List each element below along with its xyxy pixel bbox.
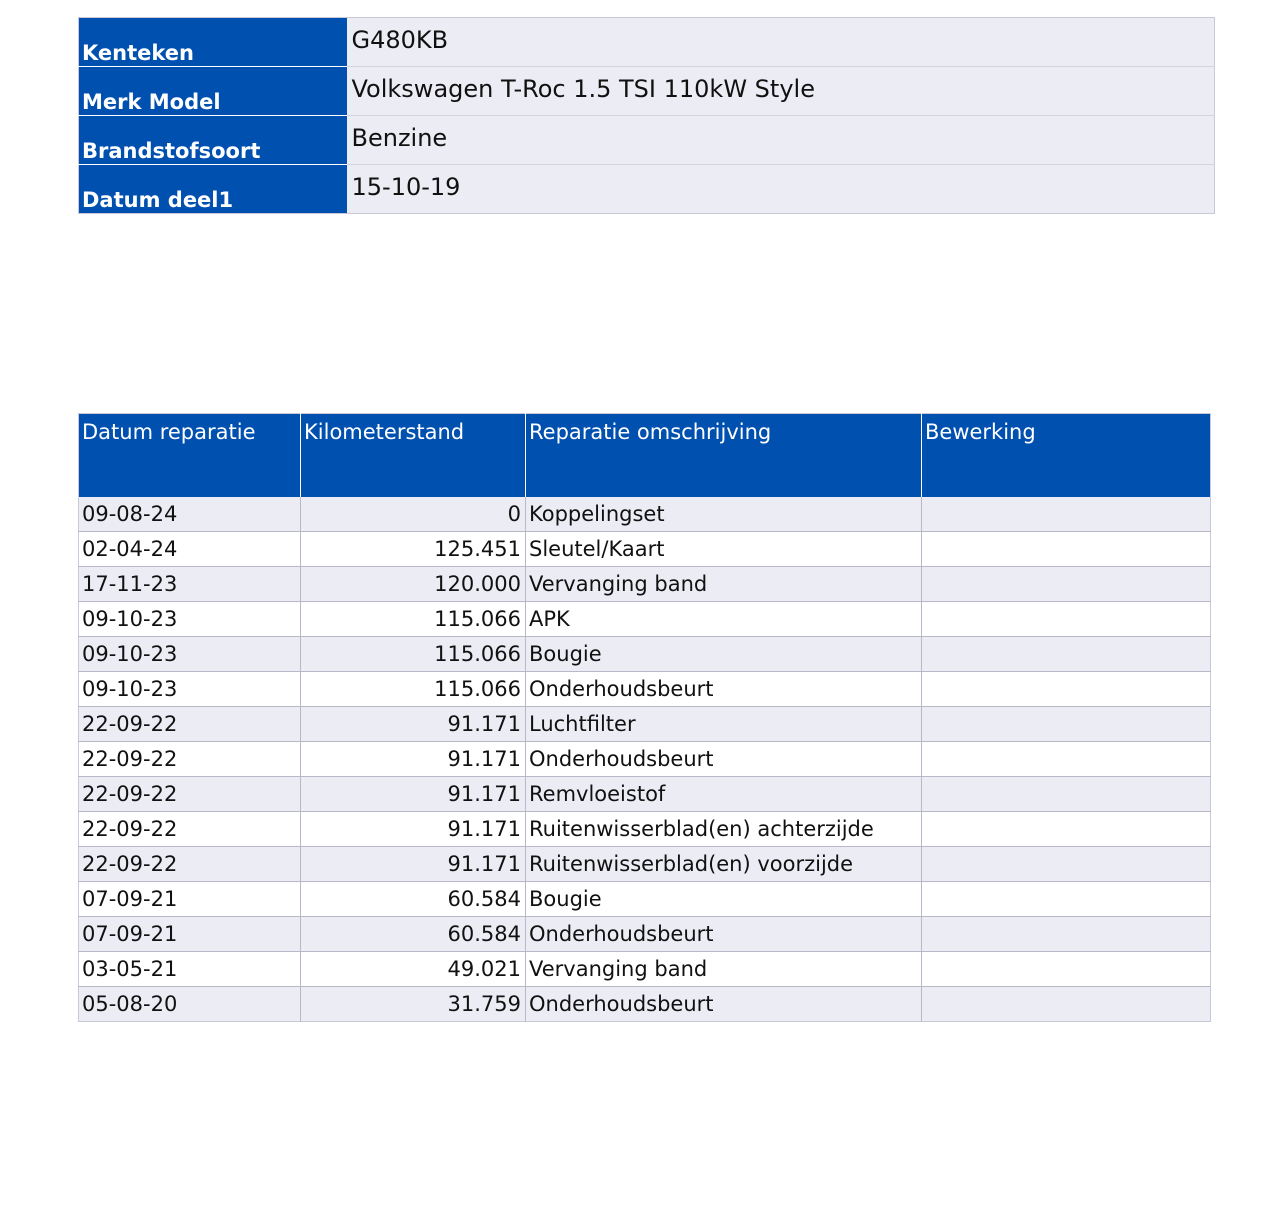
repair-description-cell: Ruitenwisserblad(en) voorzijde xyxy=(526,847,922,882)
repair-action-cell xyxy=(922,812,1211,847)
repair-description-cell: Onderhoudsbeurt xyxy=(526,742,922,777)
repair-action-cell xyxy=(922,567,1211,602)
repair-description-cell: Onderhoudsbeurt xyxy=(526,917,922,952)
repair-date-cell: 02-04-24 xyxy=(79,532,301,567)
repair-mileage-cell: 91.171 xyxy=(301,847,526,882)
repair-action-cell xyxy=(922,847,1211,882)
table-row xyxy=(79,952,1211,987)
repair-description-cell: Sleutel/Kaart xyxy=(526,532,922,567)
repair-date-cell: 22-09-22 xyxy=(79,812,301,847)
table-row xyxy=(79,917,1211,952)
repair-mileage-cell: 115.066 xyxy=(301,672,526,707)
repair-description-cell: Remvloeistof xyxy=(526,777,922,812)
repair-description-cell: Ruitenwisserblad(en) achterzijde xyxy=(526,812,922,847)
repair-date-cell: 22-09-22 xyxy=(79,707,301,742)
table-row xyxy=(79,882,1211,917)
table-row xyxy=(79,742,1211,777)
repair-mileage-cell: 91.171 xyxy=(301,707,526,742)
vehicle-field-label: Merk Model xyxy=(79,67,347,116)
repair-history-table xyxy=(78,413,1211,1022)
repair-mileage-cell: 49.021 xyxy=(301,952,526,987)
repair-table-header xyxy=(79,414,1211,497)
vehicle-info-body xyxy=(79,18,1215,214)
repair-action-cell xyxy=(922,602,1211,637)
vehicle-info-row xyxy=(79,116,1215,165)
repair-description-cell: Bougie xyxy=(526,637,922,672)
repair-mileage-cell: 91.171 xyxy=(301,777,526,812)
vehicle-field-label: Kenteken xyxy=(79,18,347,67)
repair-mileage-cell: 60.584 xyxy=(301,882,526,917)
repair-mileage-cell: 91.171 xyxy=(301,742,526,777)
repair-date-cell: 03-05-21 xyxy=(79,952,301,987)
vehicle-info-row xyxy=(79,165,1215,214)
repair-date-cell: 09-10-23 xyxy=(79,602,301,637)
repair-action-cell xyxy=(922,497,1211,532)
repair-table-body xyxy=(79,497,1211,1022)
repair-description-cell: Koppelingset xyxy=(526,497,922,532)
vehicle-field-value: Volkswagen T-Roc 1.5 TSI 110kW Style xyxy=(347,67,1215,116)
repair-description-cell: Vervanging band xyxy=(526,952,922,987)
column-header-action: Bewerking xyxy=(922,414,1211,497)
repair-date-cell: 05-08-20 xyxy=(79,987,301,1022)
repair-mileage-cell: 115.066 xyxy=(301,637,526,672)
repair-date-cell: 09-10-23 xyxy=(79,672,301,707)
repair-date-cell: 22-09-22 xyxy=(79,777,301,812)
repair-date-cell: 07-09-21 xyxy=(79,882,301,917)
repair-action-cell xyxy=(922,777,1211,812)
vehicle-field-value: Benzine xyxy=(347,116,1215,165)
vehicle-info-row xyxy=(79,18,1215,67)
table-row xyxy=(79,777,1211,812)
repair-description-cell: Vervanging band xyxy=(526,567,922,602)
vehicle-info-row xyxy=(79,67,1215,116)
repair-date-cell: 22-09-22 xyxy=(79,847,301,882)
table-row xyxy=(79,602,1211,637)
table-row xyxy=(79,532,1211,567)
repair-mileage-cell: 0 xyxy=(301,497,526,532)
vehicle-info-table xyxy=(78,17,1215,214)
repair-date-cell: 22-09-22 xyxy=(79,742,301,777)
repair-mileage-cell: 120.000 xyxy=(301,567,526,602)
repair-action-cell xyxy=(922,917,1211,952)
column-header-date: Datum reparatie xyxy=(79,414,301,497)
repair-action-cell xyxy=(922,882,1211,917)
repair-date-cell: 09-10-23 xyxy=(79,637,301,672)
repair-mileage-cell: 125.451 xyxy=(301,532,526,567)
repair-action-cell xyxy=(922,672,1211,707)
repair-mileage-cell: 91.171 xyxy=(301,812,526,847)
repair-description-cell: Bougie xyxy=(526,882,922,917)
repair-description-cell: Luchtfilter xyxy=(526,707,922,742)
repair-description-cell: APK xyxy=(526,602,922,637)
table-row xyxy=(79,637,1211,672)
repair-action-cell xyxy=(922,532,1211,567)
vehicle-field-label: Brandstofsoort xyxy=(79,116,347,165)
table-row xyxy=(79,567,1211,602)
repair-mileage-cell: 60.584 xyxy=(301,917,526,952)
repair-description-cell: Onderhoudsbeurt xyxy=(526,987,922,1022)
repair-action-cell xyxy=(922,707,1211,742)
vehicle-field-label: Datum deel1 xyxy=(79,165,347,214)
repair-date-cell: 09-08-24 xyxy=(79,497,301,532)
repair-date-cell: 17-11-23 xyxy=(79,567,301,602)
repair-action-cell xyxy=(922,742,1211,777)
repair-action-cell xyxy=(922,987,1211,1022)
table-row xyxy=(79,497,1211,532)
table-row xyxy=(79,847,1211,882)
repair-mileage-cell: 31.759 xyxy=(301,987,526,1022)
table-row xyxy=(79,707,1211,742)
repair-mileage-cell: 115.066 xyxy=(301,602,526,637)
table-row xyxy=(79,812,1211,847)
table-row xyxy=(79,987,1211,1022)
column-header-mileage: Kilometerstand xyxy=(301,414,526,497)
column-header-description: Reparatie omschrijving xyxy=(526,414,922,497)
repair-date-cell: 07-09-21 xyxy=(79,917,301,952)
repair-action-cell xyxy=(922,637,1211,672)
repair-description-cell: Onderhoudsbeurt xyxy=(526,672,922,707)
table-row xyxy=(79,672,1211,707)
repair-header-row xyxy=(79,414,1211,497)
vehicle-field-value: 15-10-19 xyxy=(347,165,1215,214)
vehicle-field-value: G480KB xyxy=(347,18,1215,67)
repair-action-cell xyxy=(922,952,1211,987)
